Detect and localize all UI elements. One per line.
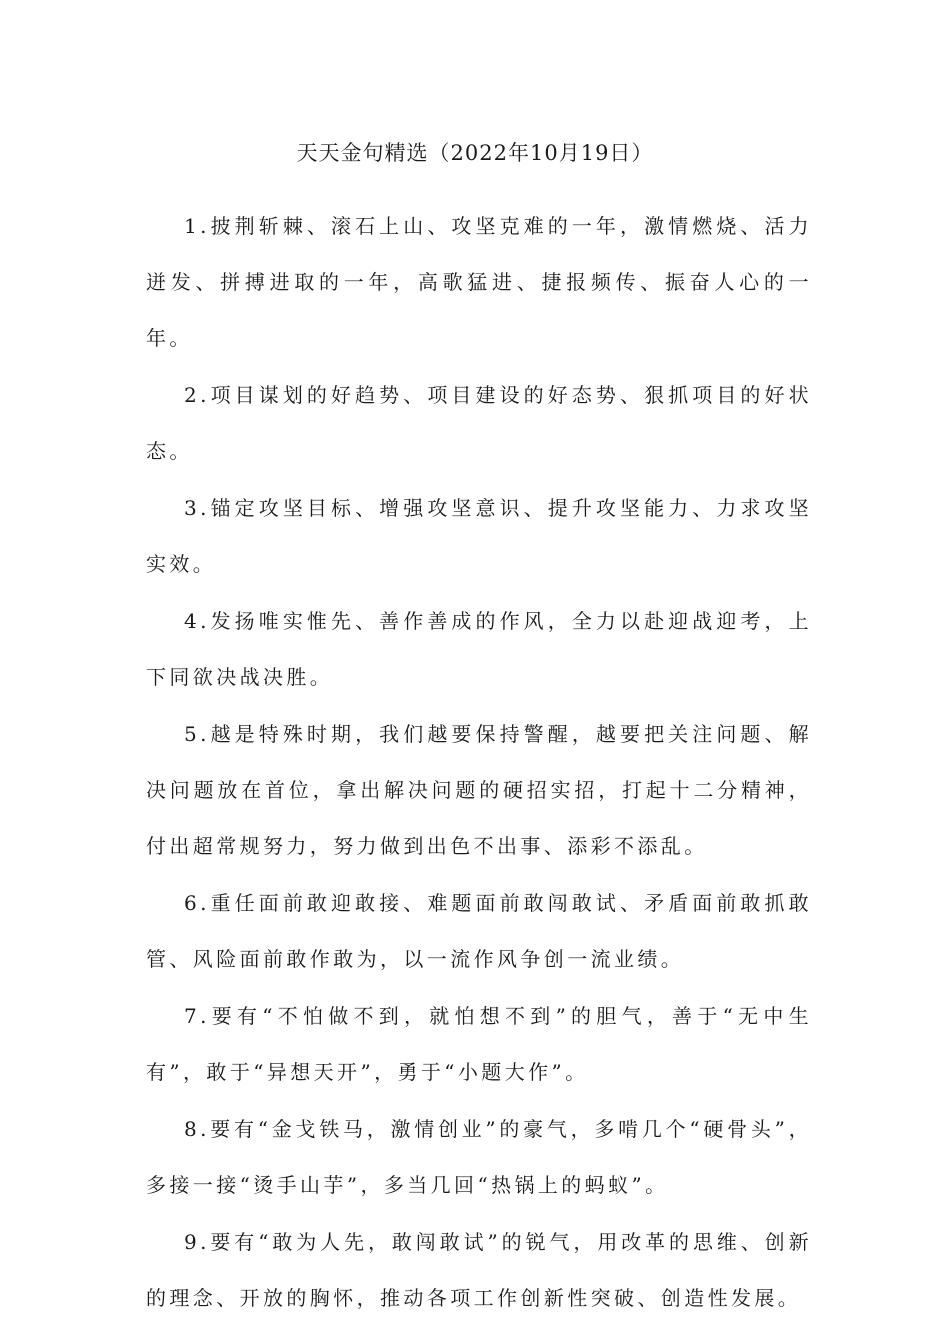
- quote-item-7: 7.要有“不怕做不到，就怕想不到”的胆气，善于“无中生有”，敢于“异想天开”，勇于“小题大作”。: [146, 1004, 812, 1084]
- quote-list: [146, 198, 812, 1326]
- quote-item-5: 5.越是特殊时期，我们越要保持警醒，越要把关注问题、解决问题放在首位，拿出解决问题的硬招实招，打起十二分精神，付出超常规努力，努力做到出色不出事、添彩不添乱。: [146, 722, 812, 858]
- quote-item-8: 8.要有“金戈铁马，激情创业”的豪气，多啃几个“硬骨头”，多接一接“烫手山芋”，多当几回“热锅上的蚂蚁”。: [146, 1117, 812, 1197]
- quote-item-9: 9.要有“敢为人先，敢闯敢试”的锐气，用改革的思维、创新的理念、开放的胸怀，推动各项工作创新性突破、创造性发展。: [146, 1230, 812, 1310]
- quote-item-3: 3.锚定攻坚目标、增强攻坚意识、提升攻坚能力、力求攻坚实效。: [146, 496, 812, 576]
- quote-item-6: 6.重任面前敢迎敢接、难题面前敢闯敢试、矛盾面前敢抓敢管、风险面前敢作敢为，以一流作风争创一流业绩。: [146, 891, 812, 971]
- quote-item-2: 2.项目谋划的好趋势、项目建设的好态势、狠抓项目的好状态。: [146, 383, 812, 463]
- quote-item-4: 4.发扬唯实惟先、善作善成的作风，全力以赴迎战迎考，上下同欲决战决胜。: [146, 609, 812, 689]
- quote-item-1: 1.披荆斩棘、滚石上山、攻坚克难的一年，激情燃烧、活力迸发、拼搏进取的一年，高歌猛进、捷报频传、振奋人心的一年。: [146, 214, 812, 350]
- document-title: 天天金句精选（2022年10月19日）: [296, 141, 654, 165]
